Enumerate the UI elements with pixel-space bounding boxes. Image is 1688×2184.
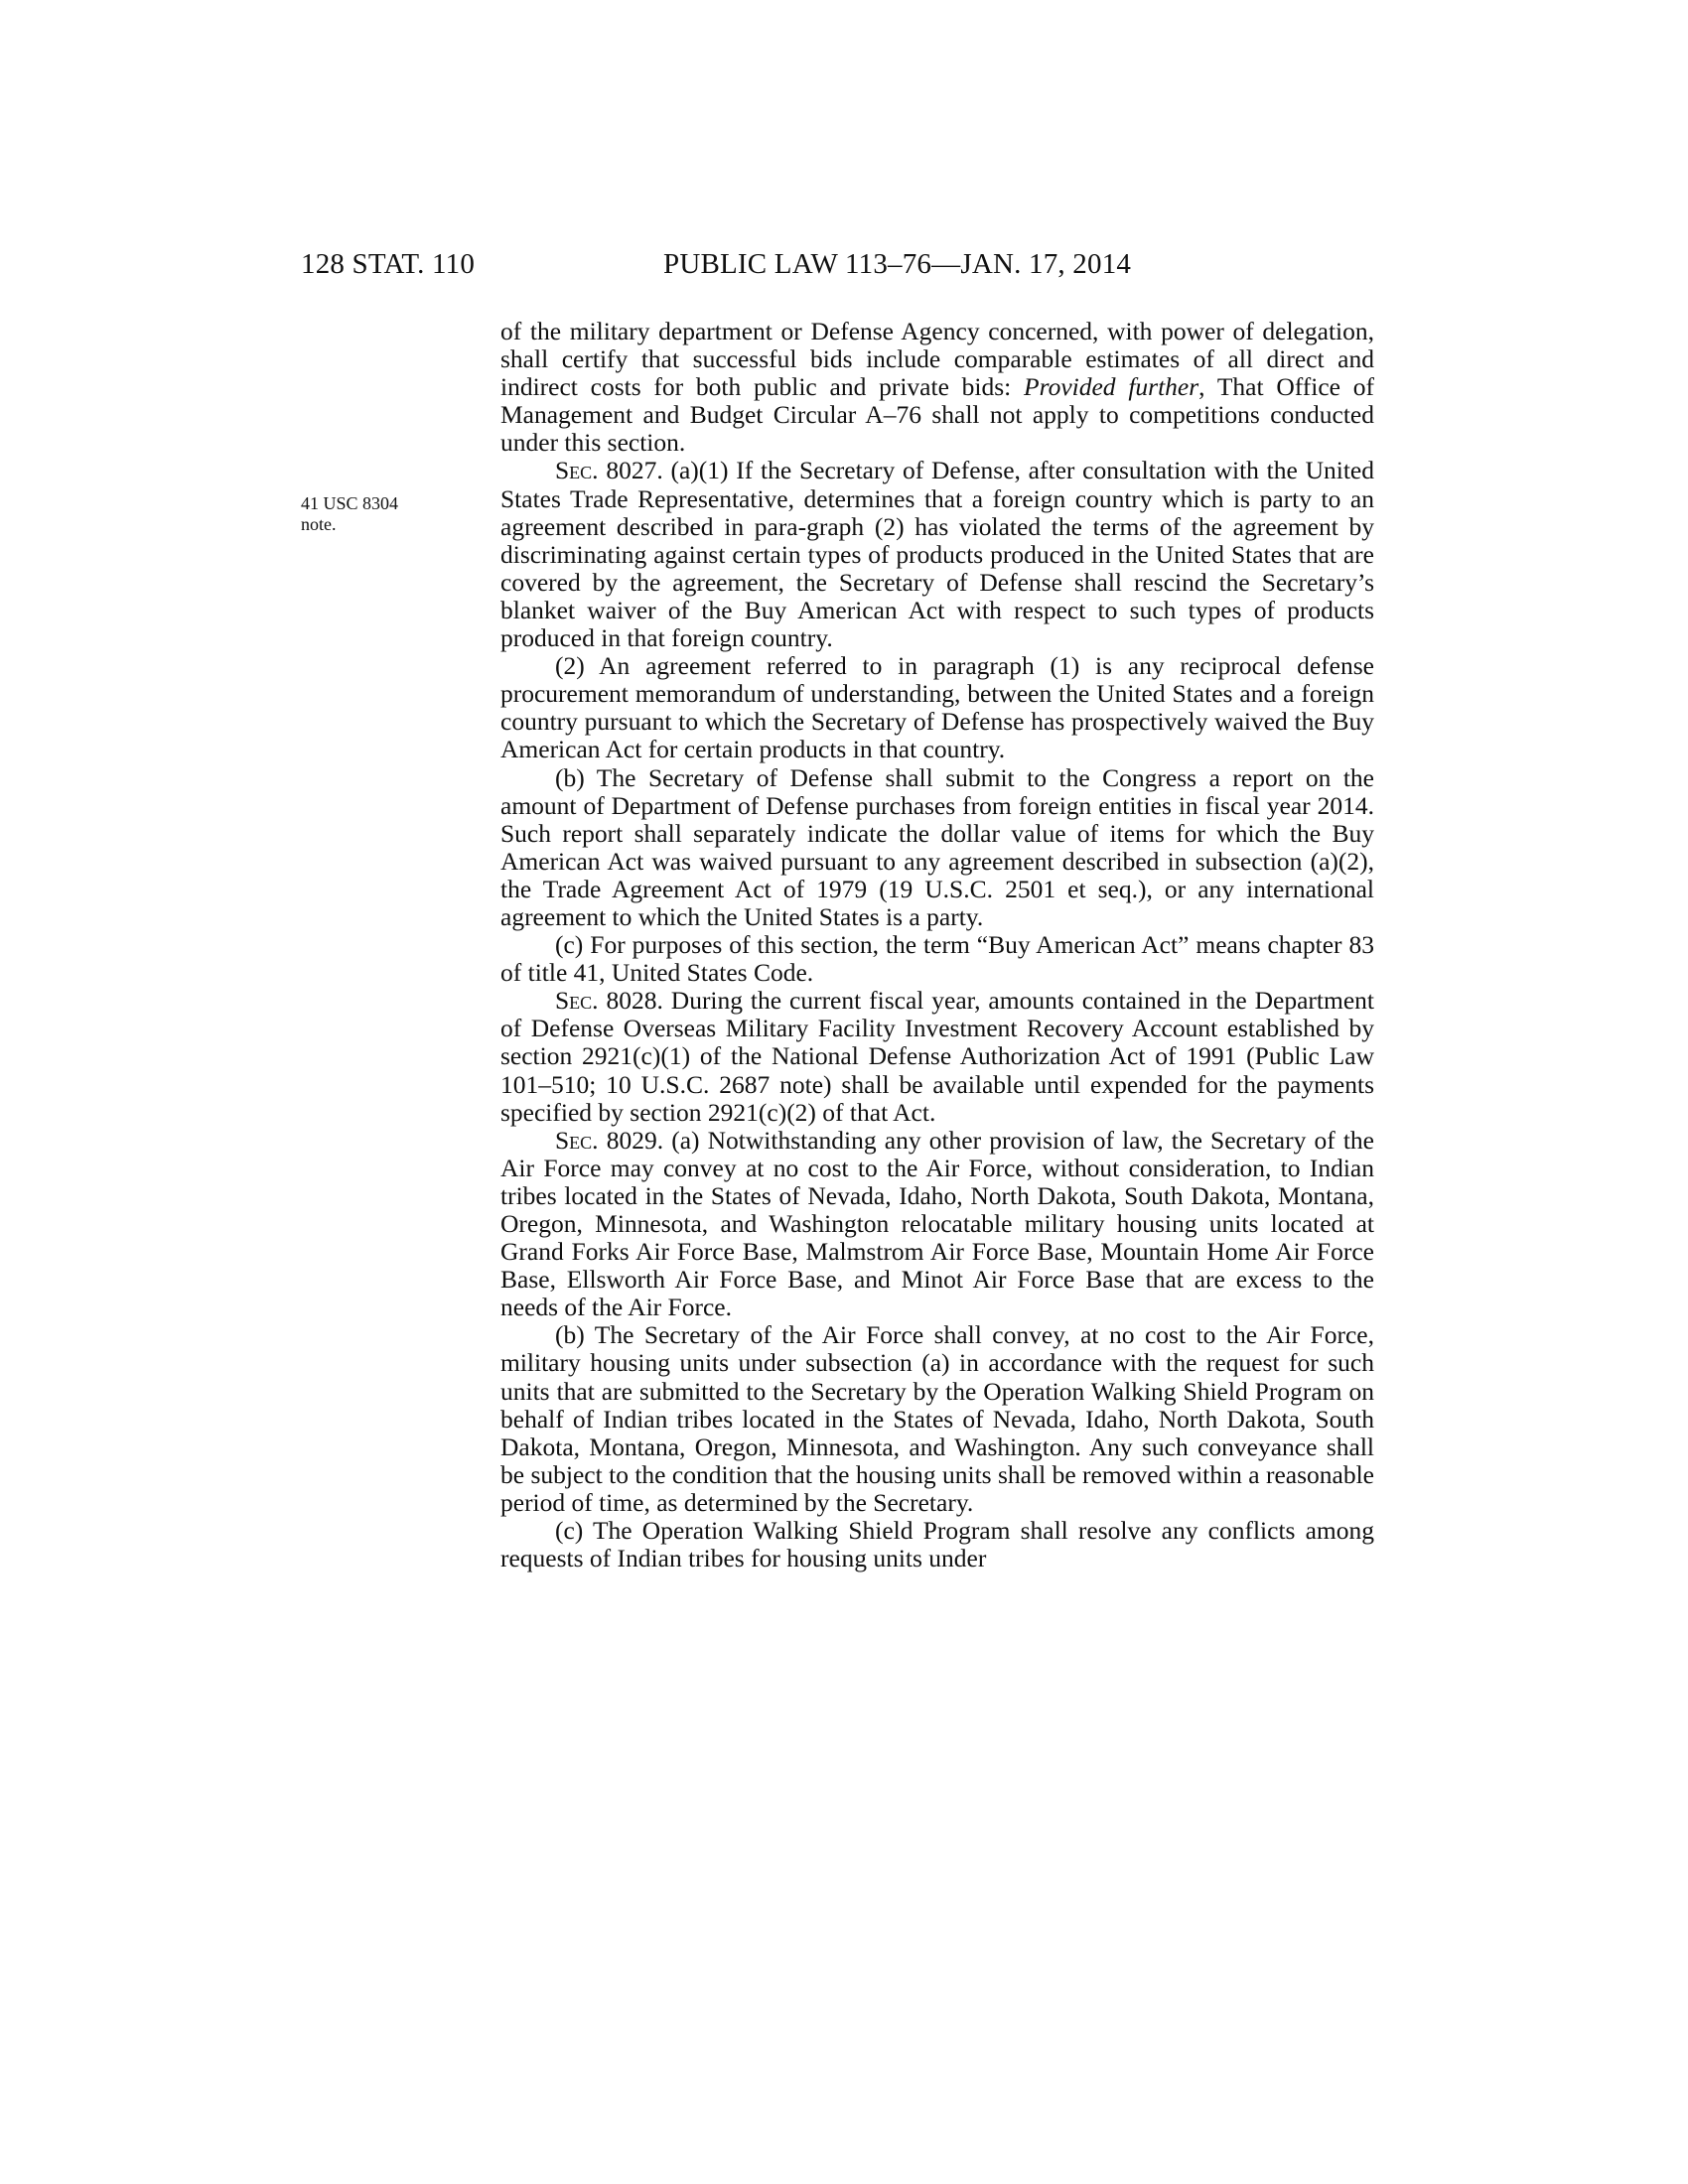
margin-note-suffix: note. (301, 514, 337, 534)
section-8029-b: (b) The Secretary of the Air Force shall convey, at no cost to the Air Force, military housing units under subsection (a) in accordance with the request for such units that are submitted to the Secretary by the Operation Walking Shield Program on behalf of Indian tribes located in the States of Nevada, Idaho, North Dakota, South Dakota, Montana, Oregon, Minnesota, and Washington. Any such conveyance shall be subject to the condition that the housing units shall be removed within a reasonable period of time, as determined by the Secretary. (500, 1320, 1374, 1517)
section-label: Sec. (555, 986, 599, 1016)
paragraph-text: 8027. (a)(1) If the Secretary of Defense, after consultation with the United States Trade Representative, determines that a foreign country which is party to an agreement described in para-graph (2) has violated the terms of the agreement by discriminating against certain types of products produced in the United States that are covered by the agreement, the Secretary of Defense shall rescind the Secretary’s blanket waiver of the Buy American Act with respect to such types of products produced in that foreign country. (500, 456, 1374, 653)
paragraph-text: 8029. (a) Notwithstanding any other provision of law, the Secretary of the Air Force may convey at no cost to the Air Force, without consideration, to Indian tribes located in the States of Nevada, Idaho, North Dakota, South Dakota, Montana, Oregon, Minnesota, and Washington relocatable military housing units located at Grand Forks Air Force Base, Malmstrom Air Force Base, Mountain Home Air Force Base, Ellsworth Air Force Base, and Minot Air Force Base that are excess to the needs of the Air Force. (500, 1125, 1374, 1322)
paragraph-continuation (500, 318, 1374, 457)
section-8027-a1 (500, 457, 1374, 652)
page-title: PUBLIC LAW 113–76—JAN. 17, 2014 (663, 248, 1132, 280)
margin-note-citation: 41 USC 8304 (301, 493, 399, 513)
section-8029-c: (c) The Operation Walking Shield Program shall resolve any conflicts among requests of Indian tribes for housing units under (500, 1516, 1374, 1573)
section-8027-b: (b) The Secretary of Defense shall submit to the Congress a report on the amount of Department of Defense purchases from foreign entities in fiscal year 2014. Such report shall separately indicate the dollar value of items for which the Buy American Act was waived pursuant to any agreement described in subsection (a)(2), the Trade Agreement Act of 1979 (19 U.S.C. 2501 et seq.), or any international agreement to which the United States is a party. (500, 762, 1374, 931)
paragraph-text: 8028. During the current fiscal year, amounts contained in the Department of Defense Overseas Military Facility Investment Recovery Account established by section 2921(c)(1) of the National Defense Authorization Act of 1991 (Public Law 101–510; 10 U.S.C. 2687 note) shall be available until expended for the payments specified by section 2921(c)(2) of that Act. (500, 986, 1374, 1127)
paragraph-italic-text: Provided further (1024, 372, 1199, 402)
section-8027-a2: (2) An agreement referred to in paragraph (1) is any reciprocal defense procurement memorandum of understanding, between the United States and a foreign country pursuant to which the Secretary of Defense has prospectively waived the Buy American Act for certain products in that country. (500, 651, 1374, 764)
section-8029-a (500, 1127, 1374, 1322)
statute-page-reference: 128 STAT. 110 (301, 248, 476, 280)
body-text (500, 318, 1374, 1572)
section-8027-c: (c) For purposes of this section, the term “Buy American Act” means chapter 83 of title 41, United States Code. (500, 930, 1374, 988)
margin-note (301, 493, 398, 535)
paragraph-text-continued: , That Office of Management and Budget Circular A–76 shall not apply to competitions conducted under this section. (500, 372, 1374, 458)
paragraph-text: of the military department or Defense Agency concerned, with power of delegation, shall certify that successful bids include comparable estimates of all direct and indirect costs for both public and private bids: (500, 317, 1374, 402)
section-label: Sec. (555, 1125, 599, 1155)
section-label: Sec. (555, 456, 599, 485)
section-8028 (500, 987, 1374, 1126)
